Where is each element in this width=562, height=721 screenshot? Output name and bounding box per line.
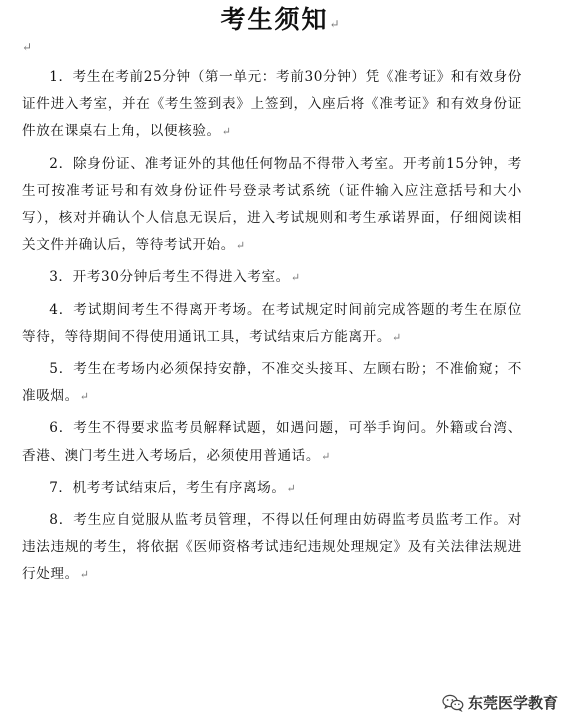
rule-paragraph-1: 1．考生在考前25分钟（第一单元：考前30分钟）凭《准考证》和有效身份证件进入考室，并在《考生签到表》上签到，入座后将《准考证》和有效身份证件放在课桌右上角，以便核验。↵ [22, 69, 522, 140]
watermark-text: 东莞医学教育 [467, 694, 558, 712]
rule-paragraph-3: 3．开考30分钟后考生不得进入考室。↵ [49, 269, 301, 286]
paragraph-mark-icon: ↵ [221, 125, 232, 139]
paragraph-mark-icon: ↵ [79, 568, 90, 582]
wechat-icon [442, 694, 464, 712]
paragraph-mark-icon: ↵ [79, 390, 90, 404]
empty-paragraph-mark-icon: ↵ [22, 40, 33, 54]
paragraph-mark-icon: ↵ [235, 239, 246, 253]
rule-paragraph-7: 7．机考考试结束后，考生有序离场。↵ [49, 479, 297, 496]
rule-paragraph-8: 8．考生应自觉服从监考员管理，不得以任何理由妨碍监考员监考工作。对违法违规的考生，将依据《医师资格考试违纪违规处理规定》及有关法律法规进行处理。↵ [22, 512, 522, 583]
document-title-text: 考生须知 [220, 5, 329, 34]
paragraph-mark-icon: ↵ [286, 481, 297, 495]
paragraph-mark-icon: ↵ [290, 271, 301, 285]
rule-paragraph-4: 4．考试期间考生不得离开考场。在考试规定时间前完成答题的考生在原位等待，等待期间不得使用通讯工具，考试结束后方能离开。↵ [22, 301, 522, 345]
paragraph-mark-icon: ↵ [321, 449, 331, 463]
rule-paragraph-6: 6．考生不得要求监考员解释试题，如遇问题，可举手询问。外籍或台湾、香港、澳门考生进入考场后，必须使用普通话。↵ [22, 420, 522, 464]
rule-paragraph-5: 5．考生在考场内必须保持安静，不准交头接耳、左顾右盼；不准偷窥；不准吸烟。↵ [22, 361, 522, 405]
paragraph-mark-icon: ↵ [392, 330, 402, 344]
paragraph-mark-icon: ↵ [329, 17, 342, 31]
rule-paragraph-2: 2．除身份证、准考证外的其他任何物品不得带入考室。开考前15分钟，考生可按准考证号和有效身份证件号登录考试系统（证件输入应注意括号和大小写），核对并确认个人信息无误后，进入考试规则和考生承诺界面，仔细阅读相关文件并确认后，等待考试开始。↵ [22, 155, 522, 254]
document-title [0, 4, 562, 40]
document-body [22, 64, 522, 594]
watermark [442, 692, 558, 713]
